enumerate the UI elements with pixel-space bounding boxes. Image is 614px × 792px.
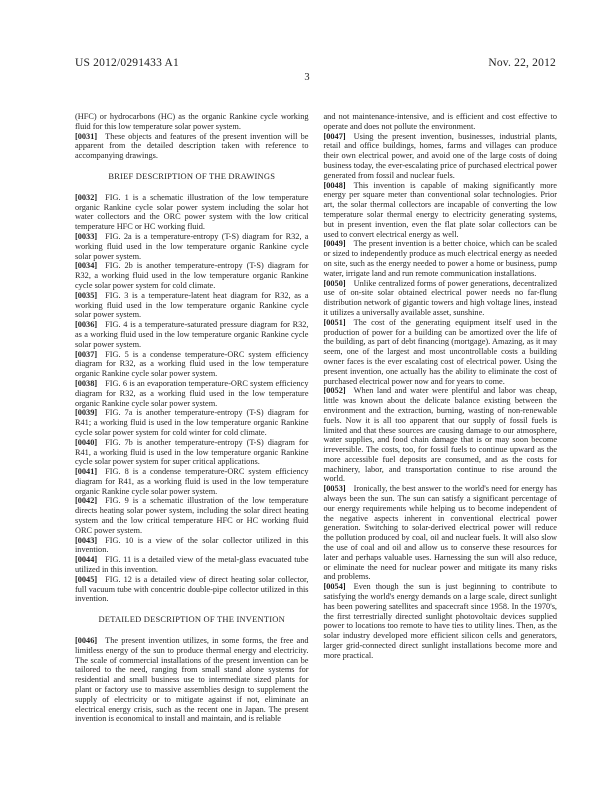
text-columns (75, 112, 557, 724)
paragraph-text: FIG. 10 is a view of the solar collector utilized in this invention. (75, 535, 309, 555)
paragraph (324, 386, 558, 484)
paragraph-tag: [0031] (75, 131, 98, 141)
paragraph (75, 575, 309, 604)
paragraph (75, 320, 309, 349)
paragraph-text: and not maintenance-intensive, and is efficient and cost effective to operate and does not pollute the environment. (323, 112, 557, 131)
paragraph-tag: [0043] (75, 535, 98, 545)
paragraph (324, 279, 558, 318)
paragraph (324, 181, 558, 240)
paragraph (75, 408, 309, 437)
paragraph (324, 132, 558, 181)
paragraph-tag: [0048] (323, 180, 346, 190)
paragraph-text: FIG. 6 is an evaporation temperature-ORC system efficiency diagram for R32, as a working fluid used in the low temperature organic Rankine cycle solar power system. (75, 378, 309, 408)
paragraph (324, 582, 558, 660)
paragraph-tag: [0042] (75, 496, 98, 506)
paragraph-text: The present invention is a better choice, which can be scaled or sized to independently produce as much electrical energy as needed on site, such as the energy needed to power a home or business, pump water, irrigate land and run remote communication installations. (323, 239, 557, 278)
paragraph-text: FIG. 1 is a schematic illustration of the low temperature organic Rankine cycle solar power system including the solar hot water collectors and the ORC power system with the low critical temperature HFC or HC working fluid. (75, 192, 309, 232)
paragraph (324, 318, 558, 387)
paragraph-text: FIG. 4 is a temperature-saturated pressure diagram for R32, as a working fluid used in the low temperature organic Rankine cycle solar power system. (75, 320, 309, 349)
paragraph-tag: [0040] (75, 437, 98, 447)
paragraph-text: FIG. 9 is a schematic illustration of the low temperature directs heating solar power system, including the solar direct heating system and the low critical temperature HFC or HC working fluid ORC power system. (75, 496, 309, 535)
paragraph-text: This invention is capable of making significantly more energy per square meter than conventional solar technologies. Prior art, the solar thermal collectors are incapable of converting the low temperature solar thermal energy to electricity generating systems, but in present invention, even the flat plate solar collectors can be used to convert electrical energy as well. (323, 180, 557, 239)
paragraph-tag: [0033] (75, 231, 98, 241)
paragraph-text: Even though the sun is just beginning to contribute to satisfying the world's energy demands on a large scale, direct sunlight has been powering satellites and spacecraft since 1958. In the 1970's, the first terrestrially directed sunlight photovoltaic devices supplied power to locations too remote to have ties to utility lines. Then, as the solar industry developed more efficient silicon cells and generators, larger grid-connected direct sunlight installations become more and more practical. (323, 582, 557, 660)
paragraph (324, 239, 558, 278)
paragraph-tag: [0054] (323, 582, 346, 592)
paragraph-tag: [0053] (323, 484, 346, 494)
paragraph (75, 291, 309, 320)
right-column (324, 112, 558, 724)
paragraph-text: These objects and features of the present invention will be apparent from the detailed description taken with reference to accompanying drawings. (75, 131, 309, 161)
paragraph-tag: [0046] (75, 636, 98, 646)
paragraph-tag: [0051] (323, 317, 346, 327)
paragraph-text: The cost of the generating equipment itself used in the production of power for a building can be amortized over the life of the building, as part of debt financing (mortgage). Amazing, as it may seem, one of the largest and most uncontrollable costs a building owner faces is the ever escalating cost of electrical power. Using the present invention, one actually has the ability to eliminate the cost of purchased electrical power now and for years to come. (323, 317, 557, 386)
paragraph-text: FIG. 7b is another temperature-entropy (T-S) diagram for R41, a working fluid is used in the low temperature organic Rankine cycle solar power system for super critical applications. (75, 437, 309, 467)
paragraph (75, 536, 309, 556)
paragraph-tag: [0037] (75, 349, 98, 359)
paragraph (75, 379, 309, 408)
paragraph-text: When land and water were plentiful and labor was cheap, little was known about the delicate balance existing between the environment and the extraction, burning, wasting of non-renewable fuels. Now it is all too apparent that our supply of fossil fuels is limited and that these sources are causing damage to our atmosphere, water supplies, and food chain damage that is or may soon become irreversible. The costs, too, for fossil fuels to continue upward as the more accessible fuel deposits are consumed, and as the costs for machinery, labor, and transportation continue to rise around the world. (323, 386, 557, 484)
paragraph (75, 467, 309, 496)
paragraph-tag: [0047] (323, 131, 346, 141)
paragraph (75, 193, 309, 232)
paragraph-text: FIG. 8 is a condense temperature-ORC system efficiency diagram for R41, as a working fluid is used in the low temperature organic Rankine cycle solar power system. (75, 467, 309, 496)
paragraph-tag: [0041] (75, 467, 98, 477)
paragraph (75, 132, 309, 161)
publication-date: Nov. 22, 2012 (488, 57, 556, 69)
paragraph-text: FIG. 5 is a condense temperature-ORC system efficiency diagram for R32, as a working fluid used in the low temperature organic Rankine cycle solar power system. (75, 349, 309, 379)
paragraph-continuation (75, 112, 309, 132)
paragraph-tag: [0045] (75, 574, 98, 584)
paragraph-text: Ironically, the best answer to the world's need for energy has always been the sun. The sun can satisfy a significant percentage of our energy requirements while helping us to become independent of the negative aspects inherent in conventional electrical power generation. Switching to solar-derived electrical power will reduce the pollution produced by coal, oil and nuclear fuels. It will also slow the use of coal and oil and allow us to conserve these resources for later and perhaps valuable uses. Harnessing the sun will also reduce, or eliminate the need for nuclear power and mitigate its many risks and problems. (323, 484, 557, 582)
paragraph-tag: [0049] (323, 239, 346, 249)
paragraph (75, 438, 309, 467)
paragraph-tag: [0044] (75, 555, 98, 565)
paragraph-text: Unlike centralized forms of power generations, decentralized use of on-site solar obtained electrical power needs no far-flung distribution network of gigantic towers and high voltage lines, instead it utilizes a universally available asset, sunshine. (323, 278, 557, 317)
page-number: 3 (304, 72, 310, 83)
paragraph-text: Using the present invention, businesses, industrial plants, retail and office buildings, homes, farms and villages can produce their own electrical power, and avoid one of the large costs of doing business today, the ever-escalating price of purchased electrical power generated from fossil and nuclear fuels. (323, 131, 557, 180)
paragraph-tag: [0052] (323, 386, 346, 396)
paragraph (75, 636, 309, 724)
page-header (75, 57, 556, 69)
paragraph-tag: [0038] (75, 378, 98, 388)
paragraph-tag: [0036] (75, 320, 98, 330)
paragraph-text: FIG. 7a is another temperature-entropy (T-S) diagram for R41; a working fluid is used in the low temperature organic Rankine cycle solar power system for cold winter for cold climate. (75, 408, 309, 437)
paragraph (75, 261, 309, 290)
paragraph (75, 555, 309, 575)
paragraph-text: (HFC) or hydrocarbons (HC) as the organic Rankine cycle working fluid for this low temperature solar power system. (75, 112, 309, 131)
paragraph-text: FIG. 11 is a detailed view of the metal-glass evacuated tube utilized in this invention. (75, 555, 309, 575)
paragraph (75, 496, 309, 535)
paragraph-tag: [0050] (323, 278, 346, 288)
paragraph-text: FIG. 2a is a temperature-entropy (T-S) diagram for R32, a working fluid used in the low temperature organic Rankine cycle solar power system. (75, 231, 309, 261)
patent-number: US 2012/0291433 A1 (75, 57, 179, 69)
paragraph-text: FIG. 12 is a detailed view of direct heating solar collector, full vacuum tube with concentric double-pipe collector utilized in this invention. (75, 574, 309, 604)
paragraph-tag: [0032] (75, 192, 98, 202)
paragraph-tag: [0035] (75, 290, 98, 300)
paragraph-text: FIG. 2b is another temperature-entropy (T-S) diagram for R32, a working fluid used in the low temperature organic Rankine cycle solar power system for cold climate. (75, 261, 309, 290)
paragraph-text: FIG. 3 is a temperature-latent heat diagram for R32, as a working fluid used in the low temperature organic Rankine cycle solar power system. (75, 290, 309, 320)
section-heading: DETAILED DESCRIPTION OF THE INVENTION (98, 614, 285, 625)
paragraph (75, 232, 309, 261)
paragraph-tag: [0039] (75, 408, 98, 418)
paragraph (324, 484, 558, 582)
paragraph-text: The present invention utilizes, in some forms, the free and limitless energy of the sun to produce thermal energy and electricity. The scale of commercial installations of the present invention can be tailored to the need, ranging from small stand alone systems for residential and small business use to intermediate sized plants for plant or factory use to massive assemblies design to supplement the supply of electricity or to mitigate against if not, eliminate an electrical energy crisis, such as the recent one in Japan. The present invention is economical to install and maintain, and is reliable (75, 636, 309, 724)
left-column (75, 112, 309, 724)
section-heading: BRIEF DESCRIPTION OF THE DRAWINGS (108, 170, 276, 181)
paragraph-continuation (324, 112, 558, 132)
paragraph-tag: [0034] (75, 261, 98, 271)
paragraph (75, 350, 309, 379)
